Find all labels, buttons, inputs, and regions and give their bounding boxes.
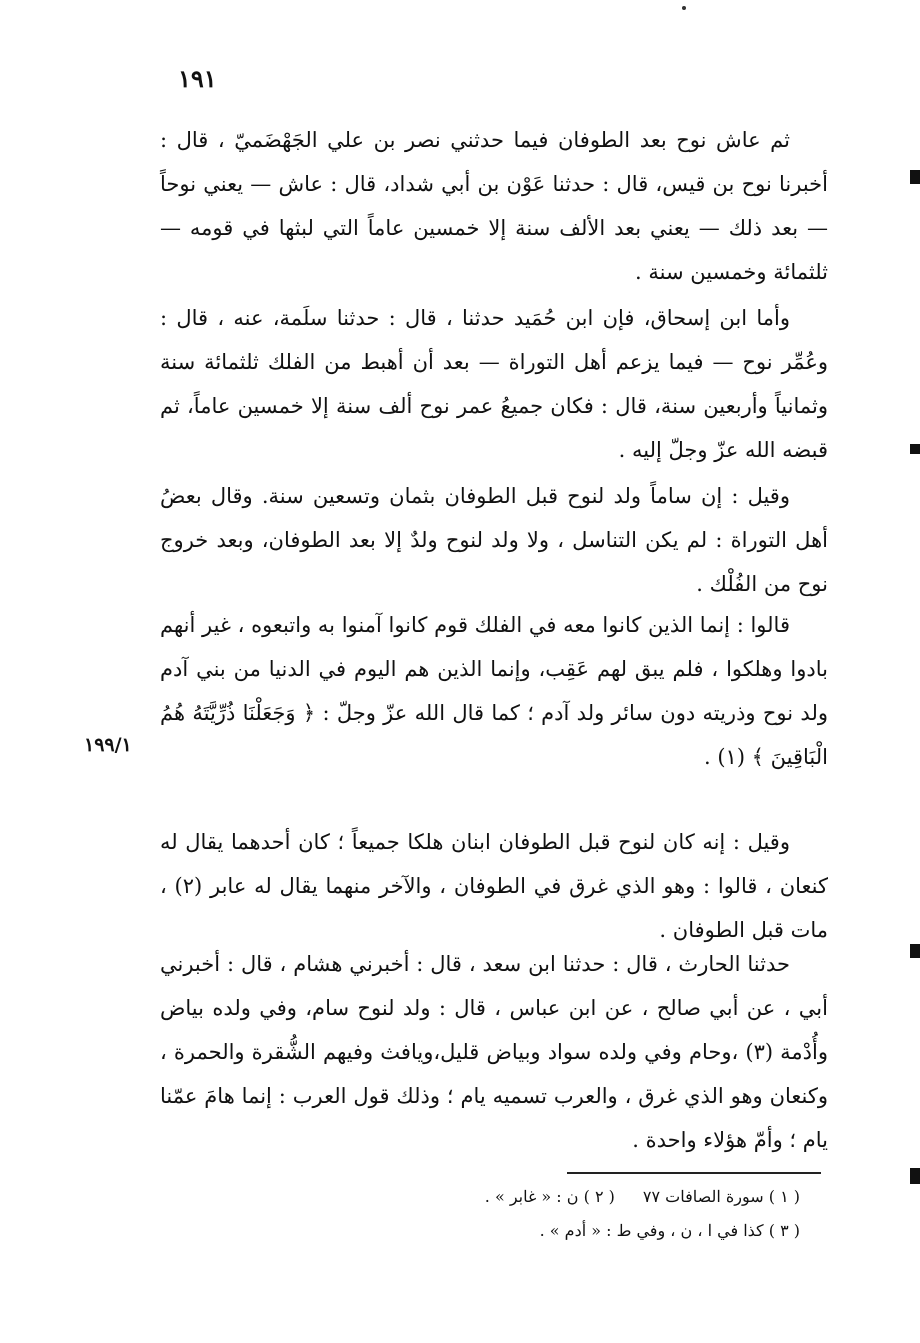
- paragraph-6: [160, 942, 828, 1162]
- paragraph-text: حدثنا الحارث ، قال : حدثنا ابن سعد ، قال : أخبرني هشام ، قال : أخبرني أبي ، عن أبي صالح ، عن ابن عباس ، قال : ولد لنوح سام، وفي ولده بياض وأُدْمة (٣) ،وحام وفي ولده سواد وبياض قليل،ويافث وفيهم الشُّقرة والحمرة ، وكنعان وهو الذي غرق ، والعرب تسميه يام ؛ وذلك قول العرب : إنما هامَ عمّنا يام ؛ وأمّ هؤلاء واحدة .: [160, 952, 829, 1152]
- scan-edge-mark: [910, 444, 920, 454]
- scan-edge-mark: [910, 170, 920, 184]
- scan-speck: [682, 6, 686, 10]
- paragraph-1: [160, 118, 828, 294]
- footnote-3: ( ٣ ) كذا في ا ، ن ، وفي ط : « أدم » .: [539, 1221, 800, 1240]
- footnote-2: ( ٢ ) ن : « غابر » .: [484, 1187, 615, 1206]
- margin-reference: ١٩٩/١: [84, 734, 132, 756]
- paragraph-text: وقيل : إن ساماً ولد لنوح قبل الطوفان بثمان وتسعين سنة. وقال بعضُ أهل التوراة : لم يكن التناسل ، ولا ولد لنوح ولدٌ إلا بعد الطوفان، وبعد خروج نوح من الفُلْك .: [160, 484, 828, 596]
- footnote-divider: [567, 1172, 821, 1174]
- footnotes: [380, 1180, 800, 1248]
- paragraph-5: [160, 820, 828, 952]
- footnote-1: ( ١ ) سورة الصافات ٧٧: [642, 1187, 800, 1206]
- footnote-line-2: [380, 1214, 800, 1248]
- paragraph-text: وأما ابن إسحاق، فإن ابن حُمَيد حدثنا ، قال : حدثنا سلَمة، عنه ، قال : وعُمِّر نوح — فيما يزعم أهل التوراة — بعد أن أهبط من الفلك ثلثمائة سنة وثمانياً وأربعين سنة، قال : فكان جميعُ عمر نوح ألف سنة إلا خمسين عاماً، ثم قبضه الله عزّ وجلّ إليه .: [160, 306, 828, 462]
- paragraph-3: [160, 474, 828, 606]
- paragraph-text: ثم عاش نوح بعد الطوفان فيما حدثني نصر بن علي الجَهْضَميّ ، قال : أخبرنا نوح بن قيس، قال : حدثنا عَوْن بن أبي شداد، قال : عاش — يعني نوحاً — بعد ذلك — يعني بعد الألف سنة إلا خمسين عاماً التي لبثها في قومه — ثلثمائة وخمسين سنة .: [160, 128, 828, 284]
- page-number: ١٩١: [178, 64, 217, 93]
- scan-edge-mark: [910, 1168, 920, 1184]
- footnote-line-1: [380, 1180, 800, 1214]
- paragraph-2: [160, 296, 828, 472]
- scan-edge-mark: [910, 944, 920, 958]
- paragraph-text: قالوا : إنما الذين كانوا معه في الفلك قوم كانوا آمنوا به واتبعوه ، غير أنهم بادوا وهلكوا ، فلم يبق لهم عَقِب، وإنما الذين هم اليوم في الدنيا من بني آدم ولد نوح وذريته دون سائر ولد آدم ؛ كما قال الله عزّ وجلّ : ﴿ وَجَعَلْنَا ذُرِّيَّتَهُ هُمُ الْبَاقِينَ ﴾ (١) .: [160, 613, 828, 769]
- paragraph-text: وقيل : إنه كان لنوح قبل الطوفان ابنان هلكا جميعاً ؛ كان أحدهما يقال له كنعان ، قالوا : وهو الذي غرق في الطوفان ، والآخر منهما يقال له عابر (٢) ، مات قبل الطوفان .: [160, 830, 828, 942]
- paragraph-4: [160, 603, 828, 779]
